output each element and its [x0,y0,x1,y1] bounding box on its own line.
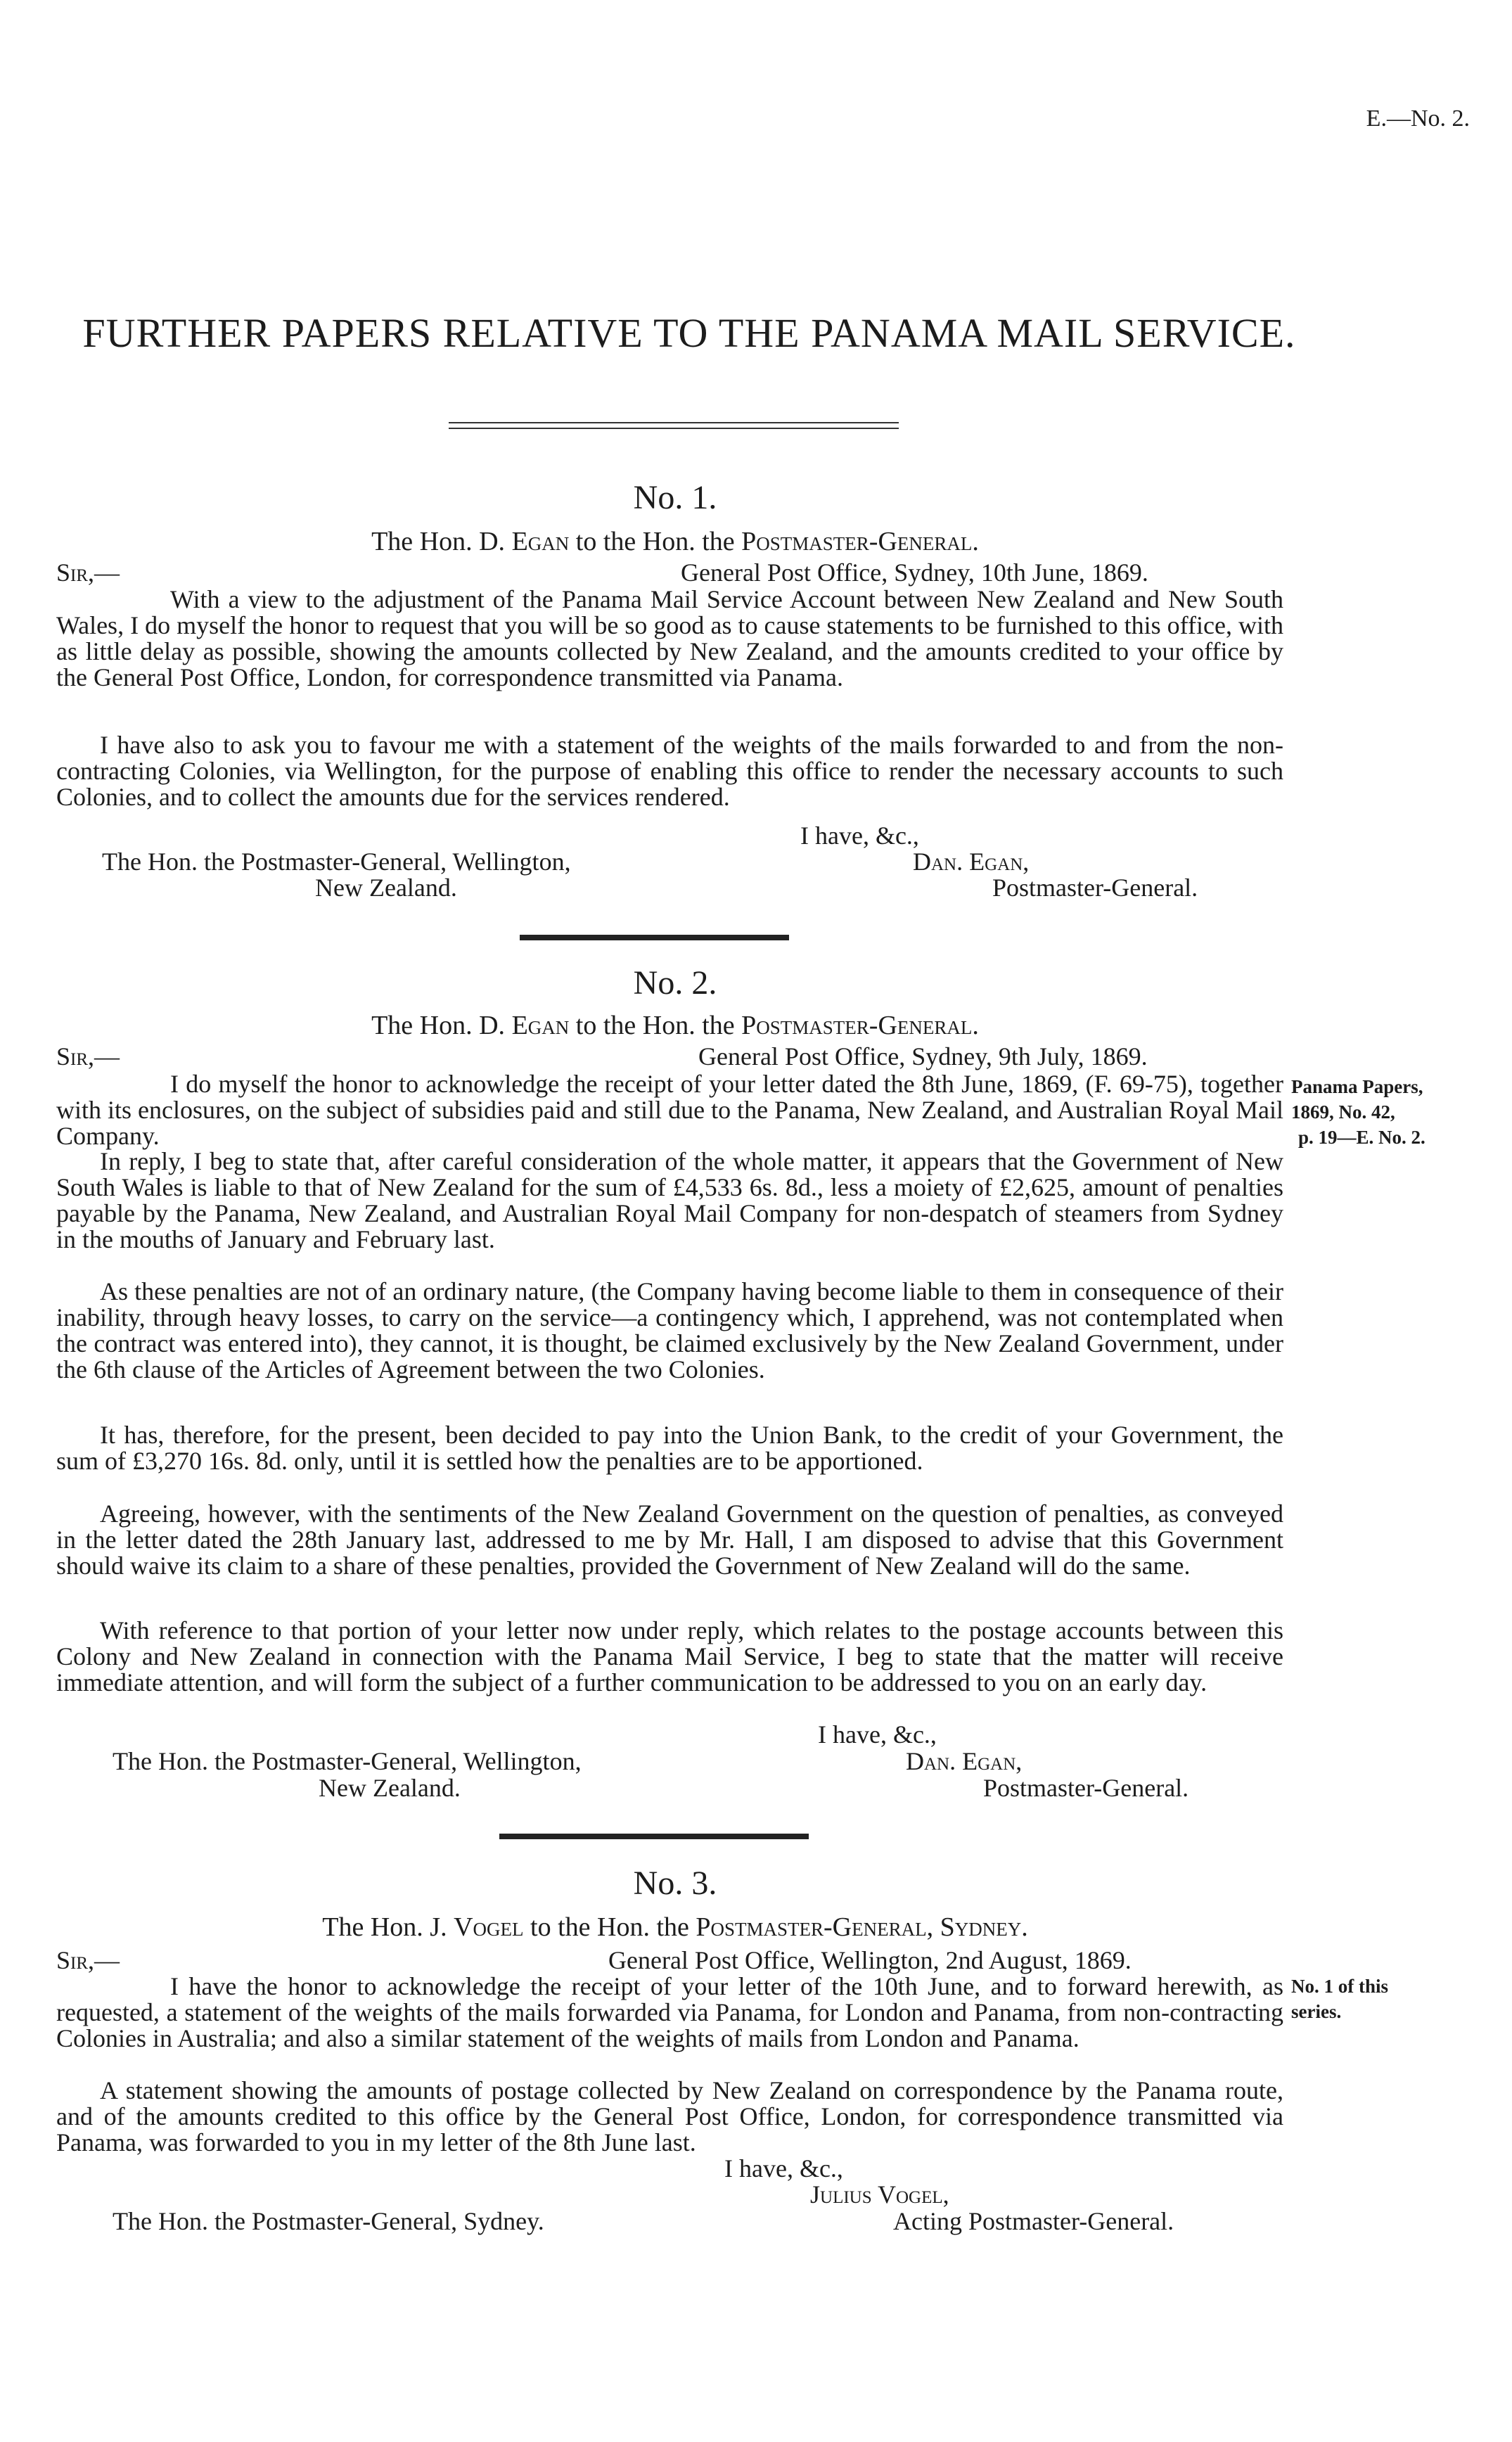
recipient-address: New Zealand. [315,874,457,902]
salutation: Sir,— [56,1946,120,1974]
body-paragraph: As these penalties are not of an ordinary nature, (the Company having become liable to them in consequence of their inability, through heavy losses, to carry on the service—a contingency which, I apprehend, was not contemplated when the contract was entered into), they cannot, it is thought, be claimed exclusively by the New Zealand Government, under the 6th clause of the Articles of Agreement between the two Colonies. [56,1277,1283,1383]
body-paragraph: I have the honor to acknowledge the receipt of your letter of the 10th June, and to forward herewith, as requested, a statement of the weights of the mails forwarded via Panama, for London and Panama, from non-contracting Colonies in Australia; and also a similar statement of the weights of mails from London and Panama. [56,1972,1283,2052]
margin-note: Panama Papers, 1869, No. 42, p. 19—E. No. 2. [1291,1076,1425,1148]
section-rule [499,1834,809,1839]
section-rule [520,935,789,940]
recipient-address: The Hon. the Postmaster-General, Sydney. [113,2207,544,2235]
signature-title: Acting Postmaster-General. [893,2207,1174,2235]
closing: I have, &c., [724,2154,843,2182]
salutation: Sir,— [56,1042,120,1070]
salutation: Sir,— [56,558,120,587]
body-paragraph: Agreeing, however, with the sentiments of the New Zealand Government on the question of penalties, as conveyed in the letter dated the 28th January last, addressed to me by Mr. Hall, I am disposed to advise that this Government should waive its claim to a share of these penalties, provided the Government of New Zealand will do the same. [56,1500,1283,1580]
letter-number: No. 1. [633,479,717,516]
letter-caption: The Hon. D. Egan to the Hon. the Postmaster-General. [371,527,979,556]
body-paragraph: A statement showing the amounts of postage collected by New Zealand on correspondence by the Panama route, and of the amounts credited to this office by the General Post Office, London, for correspondence transmitted via Panama, was forwarded to you in my letter of the 8th June last. [56,2076,1283,2156]
recipient-address: The Hon. the Postmaster-General, Wellington, [102,848,571,876]
signature-title: Postmaster-General. [983,1774,1189,1802]
recipient-address: The Hon. the Postmaster-General, Wellington, [113,1747,582,1775]
letter-number: No. 2. [633,964,717,1002]
body-paragraph: I have also to ask you to favour me with a statement of the weights of the mails forwarded to and from the non-contracting Colonies, via Wellington, for the purpose of enabling this office to render the necessary accounts to such Colonies, and to collect the amounts due for the services rendered. [56,731,1283,811]
recipient-address: New Zealand. [319,1774,461,1802]
letter-caption: The Hon. D. Egan to the Hon. the Postmaster-General. [371,1011,979,1040]
dateline: General Post Office, Sydney, 10th June, 1869. [681,558,1148,587]
signature: Dan. Egan, [906,1747,1023,1775]
signature: Dan. Egan, [913,848,1030,876]
page-title: FURTHER PAPERS RELATIVE TO THE PANAMA MAIL SERVICE. [82,310,1296,356]
dateline: General Post Office, Sydney, 9th July, 1869. [698,1042,1148,1070]
body-paragraph: With a view to the adjustment of the Panama Mail Service Account between New Zealand and New South Wales, I do myself the honor to request that you will be so good as to cause statements to be furnished to this office, with as little delay as possible, showing the amounts collected by New Zealand, and the amounts credited to your office by the General Post Office, London, for correspondence transmitted via Panama. [56,585,1283,691]
closing: I have, &c., [800,822,919,850]
body-paragraph: With reference to that portion of your letter now under reply, which relates to the postage accounts between this Colony and New Zealand in connection with the Panama Mail Service, I beg to state that the matter will receive immediate attention, and will form the subject of a further communication to be addressed to you on an early day. [56,1616,1283,1696]
signature: Julius Vogel, [810,2180,949,2208]
dateline: General Post Office, Wellington, 2nd August, 1869. [608,1946,1132,1974]
margin-note: No. 1 of this series. [1291,1976,1389,2022]
letter-caption: The Hon. J. Vogel to the Hon. the Postmaster-General, Sydney. [322,1912,1028,1942]
document-reference: E.—No. 2. [1366,106,1470,132]
title-double-rule [449,422,899,429]
letter-number: No. 3. [633,1865,717,1902]
body-paragraph: In reply, I beg to state that, after careful consideration of the whole matter, it appears that the Government of New South Wales is liable to that of New Zealand for the sum of £4,533 6s. 8d., less a moiety of £2,625, amount of penalties payable by the Panama, New Zealand, and Australian Royal Mail Company for non-despatch of steamers from Sydney in the mouths of January and February last. [56,1147,1283,1253]
body-paragraph: I do myself the honor to acknowledge the receipt of your letter dated the 8th June, 1869, (F. 69-75), together with its enclosures, on the subject of subsidies paid and still due to the Panama, New Zealand, and Australian Royal Mail Company. [56,1070,1283,1150]
signature-title: Postmaster-General. [992,874,1198,902]
body-paragraph: It has, therefore, for the present, been decided to pay into the Union Bank, to the credit of your Government, the sum of £3,270 16s. 8d. only, until it is settled how the penalties are to be apportioned. [56,1421,1283,1475]
closing: I have, &c., [818,1720,937,1749]
